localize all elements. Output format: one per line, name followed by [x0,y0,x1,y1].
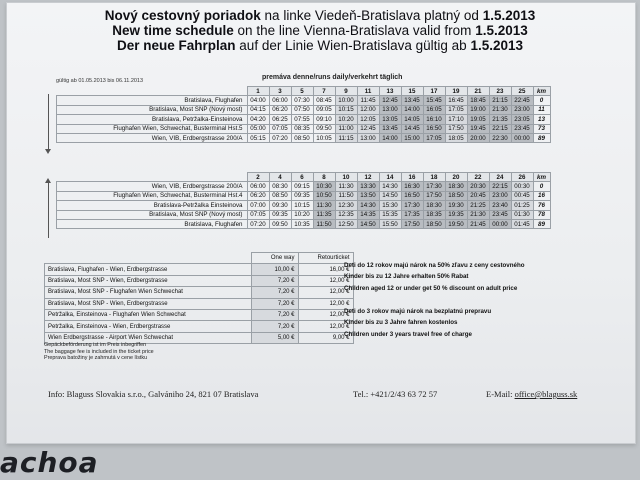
distance-km: 13 [533,115,550,124]
price-header-spacer [45,253,252,264]
departure-time: 21:35 [489,115,511,124]
departure-time: 09:35 [269,210,291,219]
departure-time: 19:00 [467,105,489,114]
departure-time: 19:45 [467,124,489,133]
price-row [45,287,354,298]
departure-time: 14:30 [357,201,379,210]
price-table [44,252,354,344]
departure-time: 11:45 [357,96,379,105]
departure-time: 04:00 [247,96,269,105]
departure-time: 12:05 [357,115,379,124]
distance-km: 16 [533,191,550,200]
departure-time: 17:05 [423,133,445,142]
departure-time: 20:00 [467,133,489,142]
trip-number: 24 [489,173,511,182]
departure-time: 10:15 [335,105,357,114]
departure-time: 10:35 [291,219,313,228]
departure-time: 11:30 [313,201,335,210]
departure-time: 19:30 [445,201,467,210]
direction-down-arrow [48,94,49,150]
return-header: Retourticket [298,253,353,264]
departure-time: 22:45 [511,96,533,105]
route-name: Petržalka, Einsteinova - Flughafen Wien Schwechat [45,309,252,320]
trip-number: 13 [379,87,401,96]
departure-time: 17:50 [445,124,467,133]
km-header: km [533,173,550,182]
departure-time: 18:30 [445,182,467,191]
stop-name: Bratislava, Most SNP (Nový most) [57,105,248,114]
departure-time: 20:30 [467,182,489,191]
departure-time: 12:50 [335,219,357,228]
departure-time: 11:30 [335,182,357,191]
departure-time: 17:05 [445,105,467,114]
distance-km: 89 [533,219,550,228]
departure-time: 18:05 [445,133,467,142]
company-info: Info: Blaguss Slovakia s.r.o., Galvániho 24, 821 07 Bratislava [48,389,259,399]
departure-time: 23:40 [489,201,511,210]
route-name: Bratislava, Flughafen - Wien, Erdbergstrasse [45,264,252,275]
distance-km: 78 [533,210,550,219]
return-price: 12,00 € [298,321,353,332]
departure-time: 21:30 [489,105,511,114]
baggage-note: Preprava batožiny je zahrnutá v cene lístku [44,355,148,362]
departure-time: 14:05 [401,115,423,124]
departure-time: 06:20 [247,191,269,200]
departure-time: 18:35 [423,210,445,219]
departure-time: 07:30 [291,96,313,105]
trip-number: 6 [291,173,313,182]
direction-up-arrow [48,182,49,238]
header-spacer [57,87,248,96]
one-way-price: 5,00 € [251,332,298,343]
outbound-timetable [56,86,551,143]
return-price: 12,00 € [298,309,353,320]
departure-time: 06:25 [269,115,291,124]
trip-number: 10 [335,173,357,182]
departure-time: 00:00 [489,219,511,228]
departure-time: 09:35 [291,191,313,200]
departure-time: 17:30 [423,182,445,191]
departure-time: 09:50 [313,124,335,133]
validity-note: gültig ab 01.05.2013 bis 06.11.2013 [56,78,144,84]
trip-number: 2 [247,173,269,182]
departure-time: 13:05 [379,115,401,124]
departure-time: 18:50 [423,219,445,228]
route-name: Wien Erdbergstrasse - Airport Wien Schwechat [45,332,252,343]
trip-number: 19 [445,87,467,96]
departure-time: 07:50 [291,105,313,114]
departure-time: 12:45 [379,96,401,105]
departure-time: 13:30 [357,182,379,191]
distance-km: 76 [533,201,550,210]
title-english: New time schedule on the line Vienna-Bratislava valid from 1.5.2013 [112,23,528,38]
stop-name: Bratislava, Flughafen [57,219,248,228]
trip-number: 3 [269,87,291,96]
trip-number: 23 [489,87,511,96]
departure-time: 17:50 [401,219,423,228]
departure-time: 15:35 [379,210,401,219]
departure-time: 01:25 [511,201,533,210]
km-header: km [533,87,550,96]
header-spacer [57,173,248,182]
departure-time: 21:25 [467,201,489,210]
one-way-price: 7,20 € [251,298,298,309]
price-row [45,275,354,286]
departure-time: 22:15 [489,124,511,133]
departure-time: 07:05 [247,210,269,219]
departure-time: 09:15 [291,182,313,191]
departure-time: 05:15 [247,133,269,142]
inbound-timetable [56,172,551,229]
departure-time: 16:05 [423,105,445,114]
departure-time: 16:30 [401,182,423,191]
departure-time: 14:45 [401,124,423,133]
trip-number: 5 [291,87,313,96]
one-way-price: 7,20 € [251,287,298,298]
departure-time: 07:00 [247,201,269,210]
one-way-price: 7,20 € [251,275,298,286]
departure-time: 15:50 [379,219,401,228]
departure-time: 10:20 [335,115,357,124]
departure-time: 13:45 [401,96,423,105]
departure-time: 11:50 [313,219,335,228]
departure-time: 08:35 [291,124,313,133]
departure-time: 10:50 [313,191,335,200]
baggage-notes [44,342,154,362]
trip-number: 25 [511,87,533,96]
departure-time: 21:15 [489,96,511,105]
departure-time: 18:30 [423,201,445,210]
departure-time: 20:45 [467,191,489,200]
departure-time: 12:30 [335,201,357,210]
departure-time: 19:35 [445,210,467,219]
return-price: 12,00 € [298,298,353,309]
departure-time: 12:00 [357,105,379,114]
one-way-price: 7,20 € [251,321,298,332]
departure-time: 08:45 [313,96,335,105]
stop-name: Flughafen Wien, Schwechat, Busterminal Hst.4 [57,191,248,200]
trip-number: 20 [445,173,467,182]
trip-number: 14 [379,173,401,182]
departure-time: 09:10 [313,115,335,124]
departure-time: 08:50 [291,133,313,142]
departure-time: 17:50 [423,191,445,200]
timetable-row [57,105,551,114]
stop-name: Bratislava, Petržalka-Einsteinova [57,115,248,124]
departure-time: 23:00 [489,191,511,200]
return-price: 12,00 € [298,287,353,298]
return-price: 16,00 € [298,264,353,275]
departure-time: 19:05 [467,115,489,124]
departure-time: 11:35 [313,210,335,219]
departure-time: 04:20 [247,115,269,124]
price-row [45,264,354,275]
stop-name: Bratislava, Flughafen [57,96,248,105]
distance-km: 73 [533,124,550,133]
departure-time: 14:00 [379,133,401,142]
distance-km: 0 [533,182,550,191]
departure-time: 14:30 [379,182,401,191]
departure-time: 23:05 [511,115,533,124]
departure-time: 06:00 [269,96,291,105]
departure-time: 16:10 [423,115,445,124]
stop-name: Wien, VIB, Erdbergstrasse 200/A [57,182,248,191]
departure-time: 13:00 [379,105,401,114]
departure-time: 23:45 [489,210,511,219]
brand-logo-fragment: achoa [0,446,99,479]
price-row [45,298,354,309]
one-way-price: 7,20 € [251,309,298,320]
title-slovak: Nový cestovný poriadok na linke Viedeň-Bratislava platný od 1.5.2013 [104,8,536,23]
departure-time: 01:30 [511,210,533,219]
price-header-row [45,253,354,264]
timetable-row [57,124,551,133]
departure-time: 17:35 [401,210,423,219]
discount-note: Deti do 12 rokov majú nárok na 50% zľavu z ceny cestovného [344,262,525,269]
departure-time: 11:00 [335,124,357,133]
timetable-row [57,133,551,142]
one-way-header: One way [251,253,298,264]
trip-number: 12 [357,173,379,182]
departure-time: 18:50 [445,191,467,200]
price-row [45,321,354,332]
distance-km: 89 [533,133,550,142]
departure-time: 16:50 [423,124,445,133]
departure-time: 10:00 [335,96,357,105]
departure-time: 21:30 [467,210,489,219]
departure-time: 15:00 [401,133,423,142]
trip-number: 9 [335,87,357,96]
return-price: 12,00 € [298,275,353,286]
departure-time: 06:20 [269,105,291,114]
email-link[interactable]: office@blaguss.sk [514,389,578,399]
title-german: Der neue Fahrplan auf der Linie Wien-Bratislava gültig ab 1.5.2013 [117,38,523,53]
departure-time: 14:35 [357,210,379,219]
timetable-row [57,219,551,228]
timetable-header-row [57,87,551,96]
return-price: 9,00 € [298,332,353,343]
trip-number: 7 [313,87,335,96]
departure-time: 06:00 [247,182,269,191]
trip-number: 8 [313,173,335,182]
departure-time: 07:20 [269,133,291,142]
baggage-note: Gepäckbeförderung ist im Preis inbegriffen [44,342,147,348]
trip-number: 22 [467,173,489,182]
stop-name: Flughafen Wien, Schwechat, Busterminal Hst.5 [57,124,248,133]
trip-number: 17 [423,87,445,96]
departure-time: 23:00 [511,105,533,114]
departure-time: 07:20 [247,219,269,228]
route-name: Bratislava, Most SNP - Flughafen Wien Schwechat [45,287,252,298]
phone-number: Tel.: +421/2/43 63 72 57 [353,389,438,399]
departure-time: 22:15 [489,182,511,191]
trip-number: 15 [401,87,423,96]
departure-time: 09:50 [269,219,291,228]
trip-number: 16 [401,173,423,182]
route-name: Bratislava, Most SNP - Wien, Erdbergstrasse [45,275,252,286]
departure-time: 10:15 [291,201,313,210]
departure-time: 12:45 [357,124,379,133]
one-way-price: 10,00 € [251,264,298,275]
trip-number: 21 [467,87,489,96]
departure-time: 05:00 [247,124,269,133]
departure-time: 14:00 [401,105,423,114]
departure-time: 13:00 [357,133,379,142]
distance-km: 11 [533,105,550,114]
departure-time: 15:45 [423,96,445,105]
timetable-row [57,210,551,219]
departure-time: 21:45 [467,219,489,228]
departure-time: 10:05 [313,133,335,142]
discount-note: Children under 3 years travel free of charge [344,331,472,338]
departure-time: 01:45 [511,219,533,228]
route-name: Petržalka, Einsteinova - Wien, Erdbergstrasse [45,321,252,332]
trip-number: 26 [511,173,533,182]
departure-time: 12:35 [335,210,357,219]
departure-time: 13:50 [357,191,379,200]
departure-time: 18:45 [467,96,489,105]
departure-time: 09:30 [269,201,291,210]
discount-note: Children aged 12 or under get 50 % discount on adult price [344,285,518,292]
stop-name: Wien, VIB, Erdbergstrasse 200/A [57,133,248,142]
departure-time: 22:30 [489,133,511,142]
timetable-row [57,115,551,124]
departure-time: 00:00 [511,133,533,142]
departure-time: 08:50 [269,191,291,200]
departure-time: 14:50 [379,191,401,200]
departure-time: 13:45 [379,124,401,133]
departure-time: 07:05 [269,124,291,133]
timetable-row [57,182,551,191]
email-label: E-Mail: [486,389,513,399]
departure-time: 00:30 [511,182,533,191]
discount-note: Kinder bis zu 3 Jahre fahren kostenlos [344,319,458,326]
departure-time: 16:45 [445,96,467,105]
departure-time: 17:10 [445,115,467,124]
departure-time: 04:15 [247,105,269,114]
timetable-header-row [57,173,551,182]
departure-time: 17:30 [401,201,423,210]
departure-time: 19:50 [445,219,467,228]
baggage-note: The baggage fee is included in the ticket price [44,348,154,355]
stop-name: Bratislava-Petržalka Einsteinova [57,201,248,210]
runs-daily-label: premáva denne/runs daily/verkehrt täglich [262,74,403,81]
departure-time: 14:50 [357,219,379,228]
timetable-row [57,201,551,210]
trip-number: 1 [247,87,269,96]
departure-time: 16:50 [401,191,423,200]
departure-time: 09:05 [313,105,335,114]
discount-note: Kinder bis zu 12 Jahre erhalten 50% Rabat [344,273,469,280]
trip-number: 11 [357,87,379,96]
price-row [45,309,354,320]
departure-time: 10:20 [291,210,313,219]
departure-time: 11:50 [335,191,357,200]
trip-number: 18 [423,173,445,182]
route-name: Bratislava, Most SNP - Wien, Erdbergstrasse [45,298,252,309]
trip-number: 4 [269,173,291,182]
departure-time: 00:45 [511,191,533,200]
departure-time: 07:55 [291,115,313,124]
distance-km: 0 [533,96,550,105]
departure-time: 15:30 [379,201,401,210]
departure-time: 23:45 [511,124,533,133]
timetable-row [57,191,551,200]
departure-time: 11:15 [335,133,357,142]
discount-note: Deti do 3 rokov majú nárok na bezplatnú prepravu [344,308,492,315]
stop-name: Bratislava, Most SNP (Nový most) [57,210,248,219]
timetable-row [57,96,551,105]
departure-time: 08:30 [269,182,291,191]
email-contact [486,389,577,399]
departure-time: 10:30 [313,182,335,191]
